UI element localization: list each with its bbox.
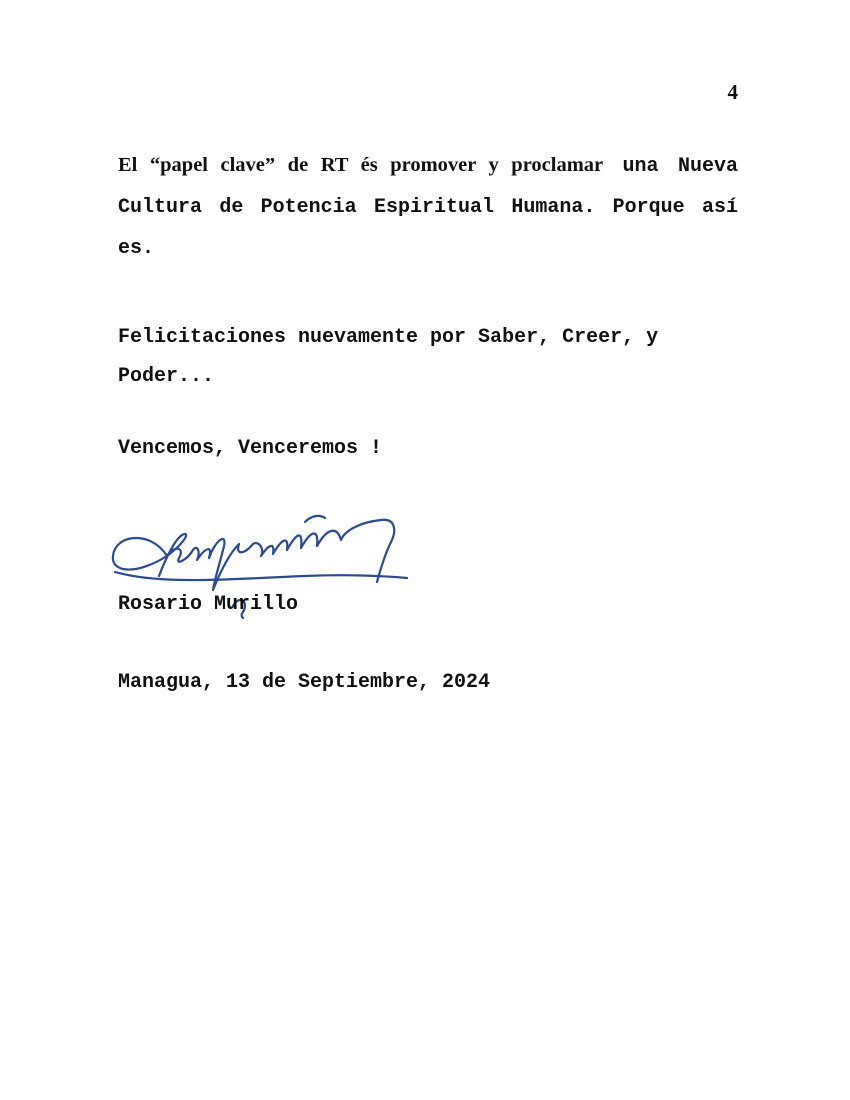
signer-name: Rosario Murillo xyxy=(118,593,299,616)
paragraph-key-role-serif-text: El “papel clave” de RT és promover y proclamar xyxy=(118,154,604,176)
page-number: 4 xyxy=(727,80,738,104)
place-and-date: Managua, 13 de Septiembre, 2024 xyxy=(118,671,491,694)
paragraph-key-role-rest: Nueva Cultura de Potencia Espiritual Humana. Porque así es. xyxy=(118,155,738,260)
paragraph-congratulations: Felicitaciones nuevamente por Saber, Creer, y Poder... xyxy=(118,326,659,388)
paragraph-key-role-mono-text: una xyxy=(603,155,659,178)
paragraph-closing-slogan: Vencemos, Venceremos ! xyxy=(118,437,383,460)
paragraph-key-role xyxy=(118,145,738,269)
